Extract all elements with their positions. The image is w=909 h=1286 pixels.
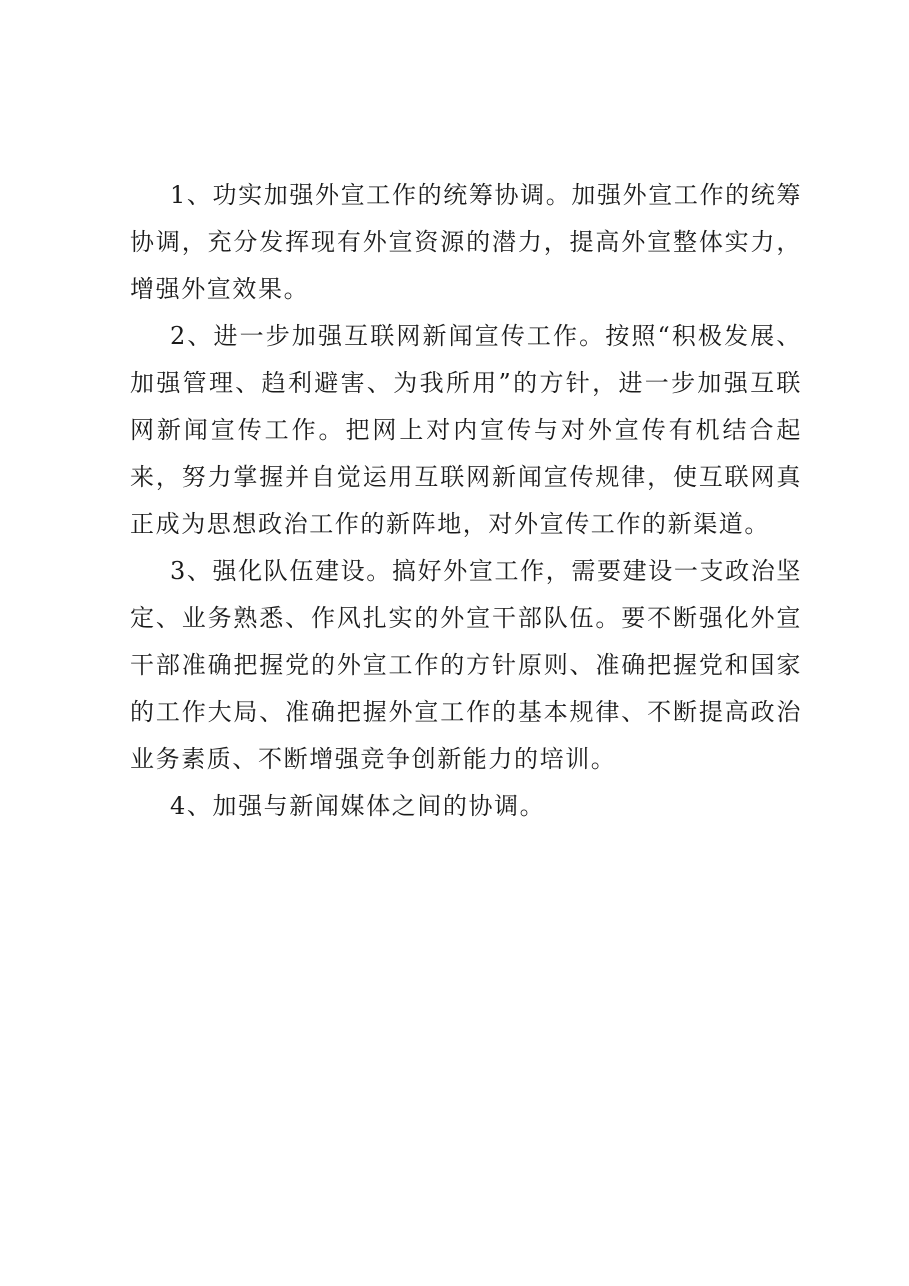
paragraph-1: 1、功实加强外宣工作的统筹协调。加强外宣工作的统筹协调，充分发挥现有外宣资源的潜力，提高外宣整体实力，增强外宣效果。 — [130, 181, 802, 303]
paragraph-2: 2、进一步加强互联网新闻宣传工作。按照“积极发展、加强管理、趋利避害、为我所用”的方针，进一步加强互联网新闻宣传工作。把网上对内宣传与对外宣传有机结合起来，努力掌握并自觉运用互联网新闻宣传规律，使互联网真正成为思想政治工作的新阵地，对外宣传工作的新渠道。 — [130, 322, 802, 538]
document-body — [130, 172, 802, 830]
paragraph-3: 3、强化队伍建设。搞好外宣工作，需要建设一支政治坚定、业务熟悉、作风扎实的外宣干部队伍。要不断强化外宣干部准确把握党的外宣工作的方针原则、准确把握党和国家的工作大局、准确把握外宣工作的基本规律、不断提高政治业务素质、不断增强竞争创新能力的培训。 — [130, 557, 802, 773]
paragraph-4: 4、加强与新闻媒体之间的协调。 — [170, 792, 546, 820]
